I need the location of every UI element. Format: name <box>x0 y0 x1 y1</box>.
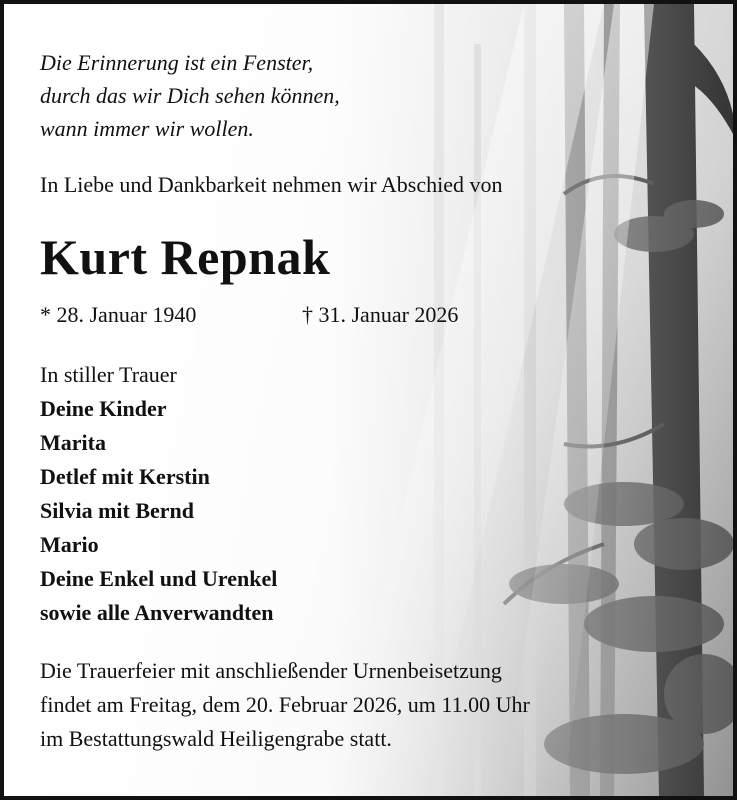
deceased-name: Kurt Repnak <box>40 229 331 285</box>
quote-line: durch das wir Dich sehen können, <box>40 83 340 108</box>
memorial-quote <box>40 46 340 145</box>
mourner-entry: Marita <box>40 430 106 455</box>
life-dates <box>40 300 459 330</box>
mourner-entry: Silvia mit Bernd <box>40 498 195 523</box>
death-date: † 31. Januar 2026 <box>302 302 459 327</box>
quote-line: wann immer wir wollen. <box>40 116 254 141</box>
mourner-entry: Mario <box>40 532 99 557</box>
birth-date: * 28. Januar 1940 <box>40 302 197 327</box>
mourner-entry: Deine Enkel und Urenkel <box>40 566 278 591</box>
mourner-entry: Detlef mit Kerstin <box>40 464 210 489</box>
mourners-list <box>40 358 277 630</box>
ceremony-line: Die Trauerfeier mit anschließender Urnenbeisetzung <box>40 658 502 683</box>
mourner-entry: Deine Kinder <box>40 396 167 421</box>
ceremony-line: im Bestattungswald Heiligengrabe statt. <box>40 726 392 751</box>
quote-line: Die Erinnerung ist ein Fenster, <box>40 50 314 75</box>
ceremony-details <box>40 654 530 756</box>
mourners-lead: In stiller Trauer <box>40 362 177 387</box>
mourner-entry: sowie alle Anverwandten <box>40 600 274 625</box>
ceremony-line: findet am Freitag, dem 20. Februar 2026, um 11.00 Uhr <box>40 692 530 717</box>
notice-content <box>4 4 733 796</box>
farewell-intro: In Liebe und Dankbarkeit nehmen wir Abschied von <box>40 172 503 197</box>
